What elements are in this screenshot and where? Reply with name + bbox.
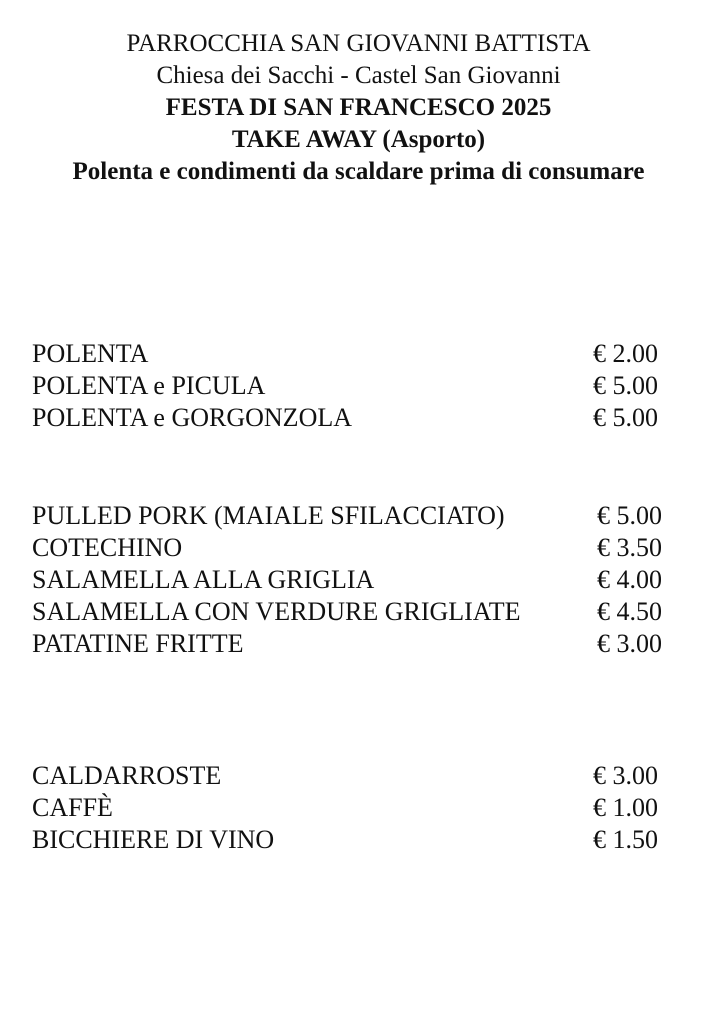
menu-item	[0, 338, 717, 370]
menu-item	[0, 824, 717, 856]
menu-item-price: € 4.00	[597, 565, 662, 594]
menu-item	[0, 792, 717, 824]
menu-item-price: € 5.00	[593, 371, 658, 400]
menu-item-name: POLENTA e GORGONZOLA	[32, 403, 352, 432]
menu-item-price: € 4.50	[597, 597, 662, 626]
menu-item-name: BICCHIERE DI VINO	[32, 825, 275, 854]
menu-section-mains	[0, 500, 717, 660]
menu-item	[0, 500, 717, 532]
menu-item-name: CAFFÈ	[32, 793, 113, 822]
menu-item-name: SALAMELLA ALLA GRIGLIA	[32, 565, 375, 594]
menu-item	[0, 564, 717, 596]
menu-item	[0, 760, 717, 792]
menu-item-price: € 2.00	[593, 339, 658, 368]
menu-item	[0, 628, 717, 660]
menu-item	[0, 532, 717, 564]
reheat-note: Polenta e condimenti da scaldare prima di consumare	[72, 158, 645, 185]
menu-header	[0, 28, 717, 188]
menu-item-name: POLENTA	[32, 339, 149, 368]
menu-item-price: € 5.00	[597, 501, 662, 530]
menu-item-price: € 3.50	[597, 533, 662, 562]
menu-item-name: SALAMELLA CON VERDURE GRIGLIATE	[32, 597, 521, 626]
menu-item-name: CALDARROSTE	[32, 761, 222, 790]
take-away-label: TAKE AWAY (Asporto)	[231, 126, 486, 153]
menu-item-price: € 1.50	[593, 825, 658, 854]
menu-section-extras	[0, 760, 717, 856]
menu-item-name: PULLED PORK (MAIALE SFILACCIATO)	[32, 501, 505, 530]
menu-item	[0, 370, 717, 402]
menu-item-name: PATATINE FRITTE	[32, 629, 244, 658]
church-location: Chiesa dei Sacchi - Castel San Giovanni	[156, 62, 561, 89]
event-title: FESTA DI SAN FRANCESCO 2025	[165, 94, 552, 121]
menu-item	[0, 402, 717, 434]
menu-item-price: € 1.00	[593, 793, 658, 822]
menu-item-name: COTECHINO	[32, 533, 183, 562]
menu-section-polenta	[0, 338, 717, 434]
parish-name: PARROCCHIA SAN GIOVANNI BATTISTA	[126, 30, 591, 57]
menu-item-name: POLENTA e PICULA	[32, 371, 266, 400]
menu-item	[0, 596, 717, 628]
menu-item-price: € 3.00	[597, 629, 662, 658]
menu-item-price: € 3.00	[593, 761, 658, 790]
menu-item-price: € 5.00	[593, 403, 658, 432]
